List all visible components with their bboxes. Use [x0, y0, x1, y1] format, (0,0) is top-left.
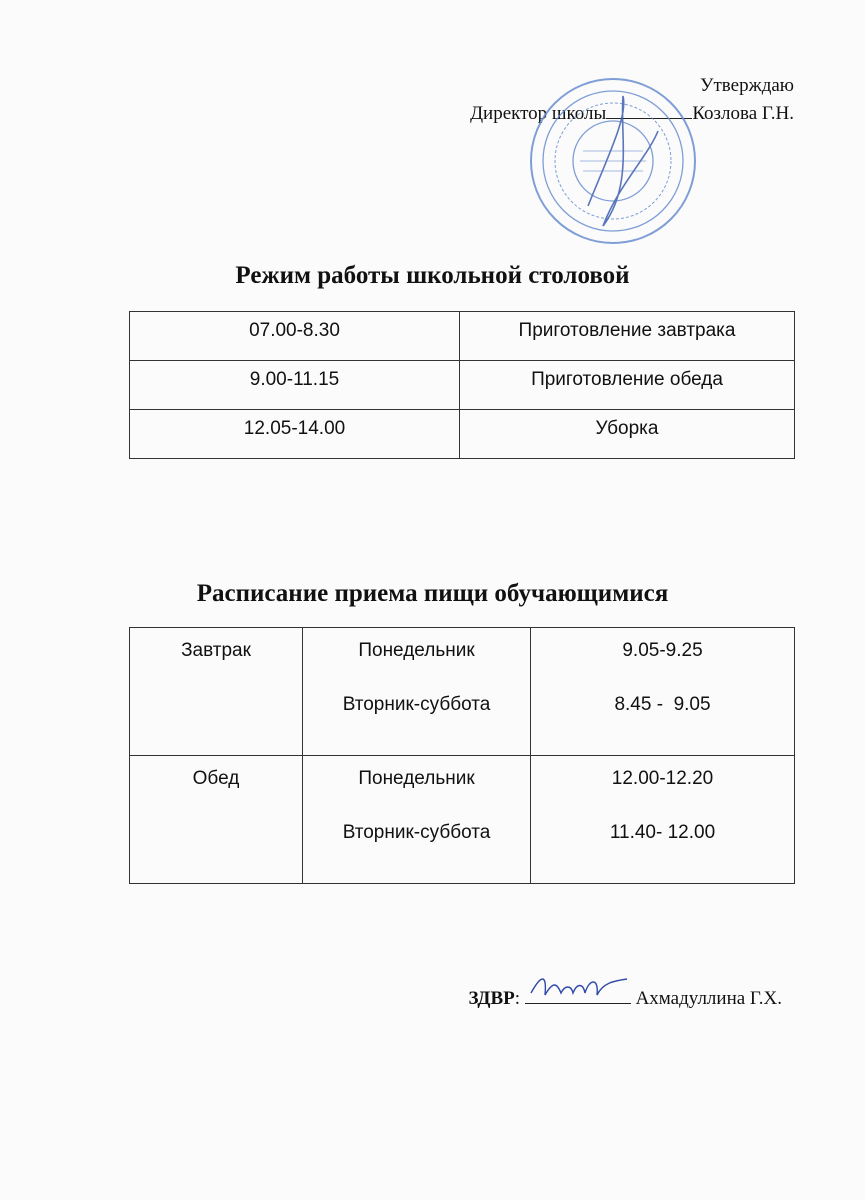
- time-label: 11.40- 12.00: [609, 822, 716, 843]
- activity-cell: Приготовление завтрака: [460, 312, 795, 361]
- meal-schedule-table: [129, 627, 795, 884]
- table-row: [130, 628, 795, 756]
- time-label: 8.45 - 9.05: [614, 694, 711, 715]
- deputy-name: Ахмадуллина Г.Х.: [635, 988, 782, 1009]
- section1-title: Режим работы школьной столовой: [235, 262, 630, 289]
- times-cell: [531, 628, 795, 756]
- time-cell: 12.05-14.00: [130, 410, 460, 459]
- day-label: Понедельник: [358, 640, 475, 661]
- day-label: Вторник-суббота: [342, 822, 491, 843]
- day-label: Понедельник: [358, 768, 475, 789]
- approve-word: Утверждаю: [700, 75, 794, 96]
- days-cell: [303, 756, 531, 884]
- signature-footer: [469, 985, 782, 1010]
- table-row: [130, 756, 795, 884]
- director-position: Директор школы: [470, 103, 607, 124]
- table-row: [130, 312, 795, 361]
- canteen-schedule-table: [129, 311, 795, 459]
- signature-icon: [527, 971, 631, 1001]
- round-seal-stamp-icon: [528, 76, 698, 246]
- days-cell: [303, 628, 531, 756]
- time-cell: 9.00-11.15: [130, 361, 460, 410]
- times-cell: [531, 756, 795, 884]
- table-row: [130, 361, 795, 410]
- director-name: Козлова Г.Н.: [692, 103, 794, 124]
- activity-cell: Приготовление обеда: [460, 361, 795, 410]
- meal-cell: Завтрак: [130, 628, 303, 756]
- section2-title: Расписание приема пищи обучающимися: [196, 580, 669, 607]
- deputy-label: ЗДВР: [468, 988, 515, 1009]
- handwritten-signature: [525, 985, 631, 1004]
- time-cell: 07.00-8.30: [130, 312, 460, 361]
- day-label: Вторник-суббота: [342, 694, 491, 715]
- activity-cell: Уборка: [460, 410, 795, 459]
- colon: :: [514, 988, 521, 1009]
- time-label: 9.05-9.25: [622, 640, 703, 661]
- table-row: [130, 410, 795, 459]
- meal-cell: Обед: [130, 756, 303, 884]
- time-label: 12.00-12.20: [611, 768, 714, 789]
